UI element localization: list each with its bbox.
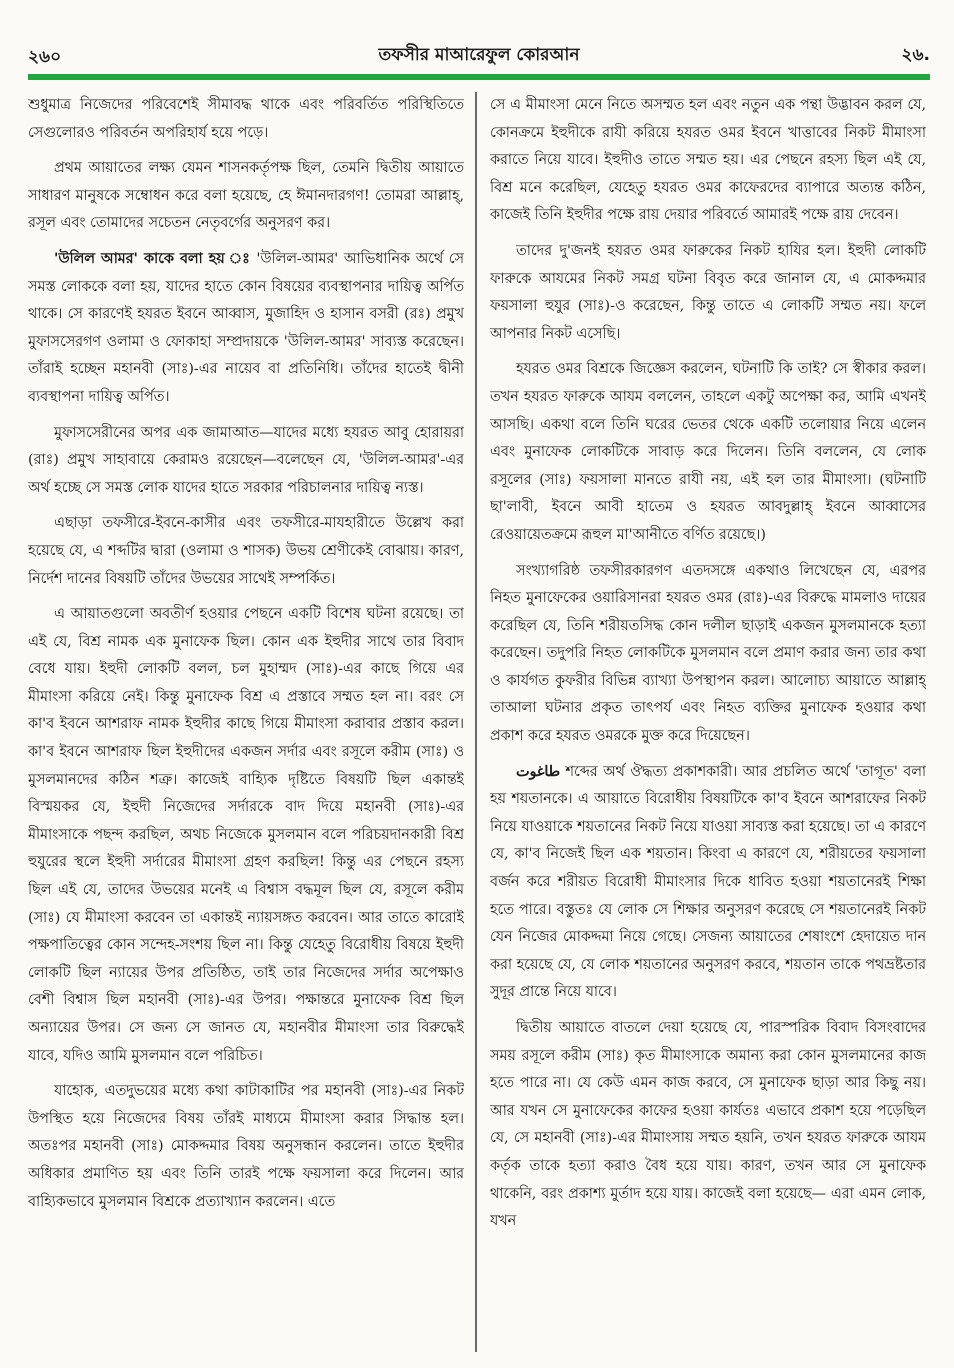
paragraph: তাদের দু'জনই হযরত ওমর ফারুকের নিকট হাযির হল। ইহুদী লোকটি ফারুকে আযমের নিকট সমগ্র ঘটনা বিবৃত করে জানাল যে, এ মোকদ্দমার ফয়সালা হুযুর (সাঃ)-ও করেছেন, কিন্তু তাতে এ লোকটি সম্মত নয়। ফলে আপনার নিকট এসেছি। bbox=[490, 242, 926, 342]
left-column bbox=[28, 92, 464, 1354]
paragraph: হযরত ওমর বিশ্রকে জিজ্ঞেস করলেন, ঘটনাটি কি তাই? সে স্বীকার করল। তখন হযরত ফারুকে আযম বললেন, তাহলে একটু অপেক্ষা কর, আমি এখনই আসছি। একথা বলে তিনি ঘরের ভেতর থেকে একটি তলোয়ার নিয়ে এলেন এবং মুনাফেক লোকটিকে সাবাড় করে দিলেন। তিনি বললেন, যে লোক রসূলের (সাঃ) ফয়সালা মানতে রাযী নয়, এই হল তার মীমাংসা। (ঘটনাটি ছা'লাবী, ইবনে আবী হাতেম ও হযরত আবদুল্লাহ্ ইবনে আব্বাসের রেওয়ায়েতক্রমে রূহুল মা'আনীতে বর্ণিত রয়েছে।) bbox=[490, 361, 926, 543]
paragraph: 'উলিল আমর' কাকে বলা হয় ঃ 'উলিল-আমর' আভিধানিক অর্থে সে সমস্ত লোককে বলা হয়, যাদের হাতে কোন বিষয়ের ব্যবস্থাপনার দায়িত্ব অর্পিত থাকে। সে কারণেই হযরত ইবনে আব্বাস, মুজাহিদ ও হাসান বসরী (রঃ) প্রমুখ মুফাসসেরগণ ওলামা ও ফোকাহা সম্প্রদায়কে 'উলিল-আমর' সাব্যস্ত করেছেন। তাঁরাই হচ্ছেন মহানবী (সাঃ)-এর নায়েব বা প্রতিনিধি। তাঁদের হাতেই দ্বীনী ব্যবস্থাপনা দায়িত্ব অর্পিত। bbox=[28, 250, 464, 405]
paragraph: দ্বিতীয় আয়াতে বাতলে দেয়া হয়েছে যে, পারস্পরিক বিবাদ বিসংবাদের সময় রসূলে করীম (সাঃ) কৃত মীমাংসাকে অমান্য করা কোন মুসলমানের কাজ হতে পারে না। যে কেউ এমন কাজ করবে, সে মুনাফেক ছাড়া আর কিছু নয়। আর যখন সে মুনাফেকের কাফের হওয়া কার্যতঃ এভাবে প্রকাশ হয়ে পড়েছিল যে, সে মহানবী (সাঃ)-এর মীমাংসায় সম্মত হয়নি, তখন হযরত ফারুকে আযম কর্তৃক তাকে হত্যা করাও বৈধ হয়ে যায়। কারণ, তখন আর সে মুনাফেক থাকেনি, বরং প্রকাশ্য মুর্তাদ হয়ে যায়। কাজেই বলা হয়েছে— এরা এমন লোক, যখন bbox=[490, 1020, 926, 1230]
page-title: তফসীর মাআরেফুল কোরআন bbox=[378, 45, 580, 65]
paragraph: এ আয়াতগুলো অবতীর্ণ হওয়ার পেছনে একটি বিশেষ ঘটনা রয়েছে। তা এই যে, বিশ্র নামক এক মুনাফেক ছিল। কোন এক ইহুদীর সাথে তার বিবাদ বেধে যায়। ইহুদী লোকটি বলল, চল মুহাম্মদ (সাঃ)-এর কাছে গিয়ে এর মীমাংসা করিয়ে নেই। কিন্তু মুনাফেক বিশ্র এ প্রস্তাবে সম্মত হল না। বরং সে কা'ব ইবনে আশরাফ নামক ইহুদীর কাছে গিয়ে মীমাংসা করাবার প্রস্তাব করল। কা'ব ইবনে আশরাফ ছিল ইহুদীদের একজন সর্দার এবং রসূলে করীম (সাঃ) ও মুসলমানদের কঠিন শত্রু। কাজেই বাহ্যিক দৃষ্টিতে বিষয়টি ছিল একান্তই বিস্ময়কর যে, ইহুদী নিজেদের সর্দারকে বাদ দিয়ে মহানবী (সাঃ)-এর মীমাংসাকে পছন্দ করছিল, অথচ নিজেকে মুসলমান বলে পরিচয়দানকারী বিশ্র হুযুরের স্থলে ইহুদী সর্দারের মীমাংসা গ্রহণ করছিল! কিন্তু এর পেছনে রহস্য ছিল এই যে, তাদের উভয়ের মনেই এ বিশ্বাস বদ্ধমূল ছিল যে, রসূলে করীম (সাঃ) যে মীমাংসা করবেন তা একান্তই ন্যায়সঙ্গত করবেন। আর তাতে কারোই পক্ষপাতিত্বের কোন সন্দেহ-সংশয় ছিল না। কিন্তু যেহেতু বিরোধীয় বিষয়ে ইহুদী লোকটি ছিল ন্যায়ের উপর প্রতিষ্ঠিত, তাই তার নিজেদের সর্দার অপেক্ষাও বেশী বিশ্বাস ছিল মহানবী (সাঃ)-এর উপর। পক্ষান্তরে মুনাফেক বিশ্র ছিল অন্যায়ের উপর। সে জন্য সে জানত যে, মহানবীর মীমাংসা তার বিরুদ্ধেই যাবে, যদিও আমি মুসলমান বলে পরিচিত। bbox=[28, 606, 464, 1064]
paragraph: প্রথম আয়াতের লক্ষ্য যেমন শাসনকর্তৃপক্ষ ছিল, তেমনি দ্বিতীয় আয়াতে সাধারণ মানুষকে সম্বোধন করে বলা হয়েছে, হে ঈমানদারগণ! তোমরা আল্লাহ্, রসূল এবং তোমাদের সচেতন নেতৃবর্গের অনুসরণ কর। bbox=[28, 160, 464, 232]
paragraph: যাহোক, এতদুভয়ের মধ্যে কথা কাটাকাটির পর মহানবী (সাঃ)-এর নিকট উপস্থিত হয়ে নিজেদের বিষয় তাঁরই মাধ্যমে মীমাংসা করার সিদ্ধান্ত হল। অতঃপর মহানবী (সাঃ) মোকদ্দমার বিষয় অনুসন্ধান করলেন। তাতে ইহুদীর অধিকার প্রমাণিত হয় এবং তিনি তারই পক্ষে ফয়সালা করে দিলেন। আর বাহ্যিকভাবে মুসলমান বিশ্রকে প্রত্যাখ্যান করলেন। এতে bbox=[28, 1083, 464, 1210]
paragraph: এছাড়া তফসীরে-ইবনে-কাসীর এবং তফসীরে-মাযহারীতে উল্লেখ করা হয়েছে যে, এ শব্দটির দ্বারা (ওলামা ও শাসক) উভয় শ্রেণীকেই বোঝায়। কারণ, নির্দেশ দানের বিষয়টি তাঁদের উভয়ের সাথেই সম্পর্কিত। bbox=[28, 515, 464, 587]
paragraph: সংখ্যাগরিষ্ঠ তফসীরকারগণ এতদসঙ্গে একথাও লিখেছেন যে, এরপর নিহত মুনাফেকের ওয়ারিসানরা হযরত ওমর (রাঃ)-এর বিরুদ্ধে মামলাও দায়ের করেছিল যে, তিনি শরীয়তসিদ্ধ কোন দলীল ছাড়াই একজন মুসলমানকে হত্যা করেছেন। তদুপরি নিহত লোকটিকে মুসলমান বলে প্রমাণ করার জন্য তার কথা ও কার্যগত কুফরীর বিভিন্ন ব্যাখ্যা উপস্থাপন করল। আলোচ্য আয়াতে আল্লাহ্ তাআলা ঘটনার প্রকৃত তাৎপর্য এবং নিহত ব্যক্তির মুনাফেক হওয়ার কথা প্রকাশ করে হযরত ওমরকে মুক্ত করে দিয়েছেন। bbox=[490, 562, 926, 745]
page-header bbox=[28, 40, 930, 68]
paragraph: মুফাসসেরীনের অপর এক জামাআত—যাদের মধ্যে হযরত আবু হোরায়রা (রাঃ) প্রমুখ সাহাবায়ে কেরামও রয়েছেন—বলেছেন যে, 'উলিল-আমর'-এর অর্থ হচ্ছে সে সমস্ত লোক যাদের হাতে সরকার পরিচালনার দায়িত্ব ন্যস্ত। bbox=[28, 424, 464, 496]
page-number-left: ২৬০ bbox=[28, 47, 62, 67]
arabic-term: طاغوت bbox=[516, 763, 561, 780]
section-heading: 'উলিল আমর' কাকে বলা হয় ঃ bbox=[54, 250, 251, 267]
paragraph: সে এ মীমাংসা মেনে নিতে অসম্মত হল এবং নতুন এক পন্থা উদ্ভাবন করল যে, কোনক্রমে ইহুদীকে রাযী করিয়ে হযরত ওমর ইবনে খাত্তাবের নিকট মীমাংসা করাতে নিয়ে যাবে। ইহুদীও তাতে সম্মত হয়। এর পেছনে রহস্য ছিল এই যে, বিশ্র মনে করেছিল, যেহেতু হযরত ওমর কাফেরদের ব্যাপারে অত্যন্ত কঠিন, কাজেই তিনি ইহুদীর পক্ষে রায় দেয়ার পরিবর্তে আমারই পক্ষে রায় দেবেন। bbox=[490, 97, 926, 224]
right-column bbox=[490, 92, 926, 1354]
header-rule bbox=[28, 74, 930, 80]
paragraph: طاغوت শব্দের অর্থ ঔদ্ধত্য প্রকাশকারী। আর প্রচলিত অর্থে 'তাগূত' বলা হয় শয়তানকে। এ আয়াতে বিরোধীয় বিষয়টিকে কা'ব ইবনে আশরাফের নিকট নিয়ে যাওয়াকে শয়তানের নিকট নিয়ে যাওয়া সাব্যস্ত করা হয়েছে। তা এ কারণে যে, কা'ব নিজেই ছিল এক শয়তান। কিংবা এ কারণে যে, শরীয়তের ফয়সালা বর্জন করে শরীয়ত বিরোধী মীমাংসার দিকে ধাবিত হওয়া শয়তানেরই শিক্ষা হতে পারে। বস্তুতঃ যে লোক সে শিক্ষার অনুসরণ করেছে সে শয়তানেরই নিকট যেন নিজের মোকদ্দমা নিয়ে গেছে। সেজন্য আয়াতের শেষাংশে হেদায়েত দান করা হয়েছে যে, যে লোক শয়তানের অনুসরণ করবে, শয়তান তাকে পথভ্রষ্টতার সুদূর প্রান্তে নিয়ে যাবে। bbox=[490, 763, 926, 1001]
column-divider bbox=[475, 92, 477, 1352]
page-number-right: ২৬. bbox=[901, 45, 930, 65]
paragraph: শুধুমাত্র নিজেদের পরিবেশেই সীমাবদ্ধ থাকে এবং পরিবর্তিত পরিস্থিতিতে সেগুলোরও পরিবর্তন অপরিহার্য হয়ে পড়ে। bbox=[28, 97, 464, 141]
